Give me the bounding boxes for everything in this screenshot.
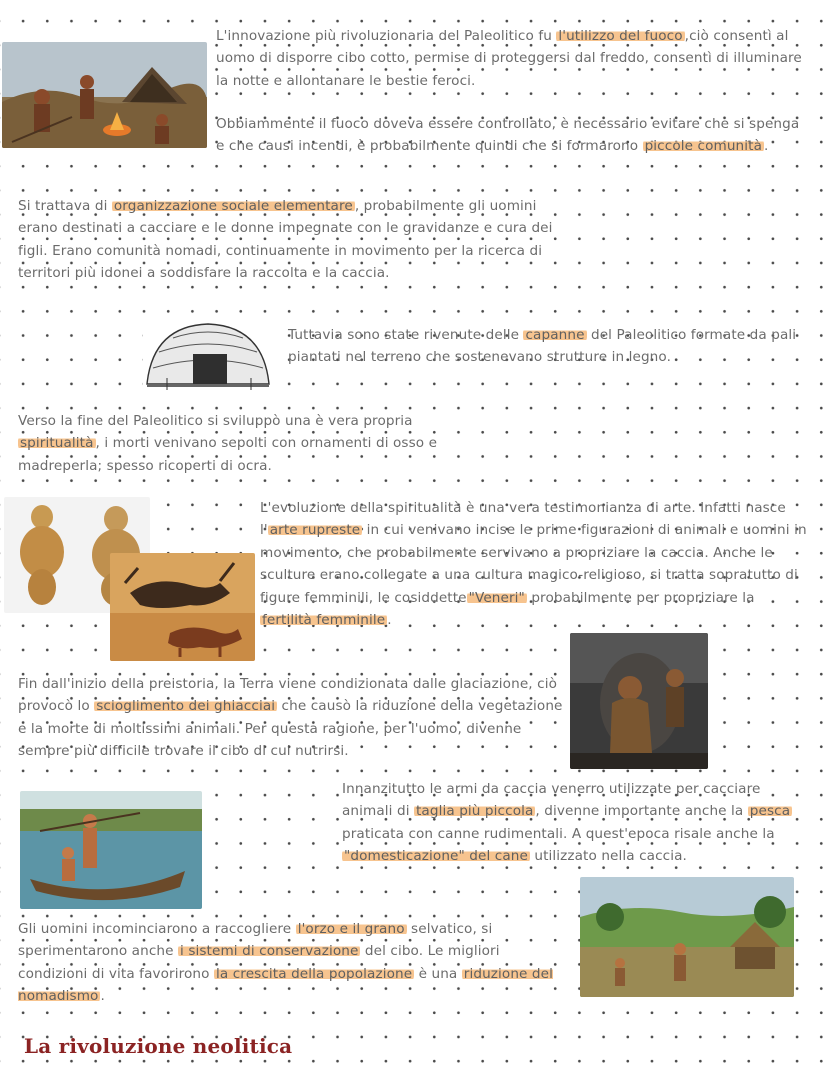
text: probabilmente per propriziare la	[526, 589, 755, 606]
section-title: La rivoluzione neolitica	[24, 1034, 293, 1058]
text: Si trattava di	[18, 198, 112, 214]
text: Innanzitutto le armi da caccia venerro utilizzate per cacciare animali di	[342, 781, 761, 820]
text: Gli uomini incominciarono a raccogliere	[18, 921, 296, 937]
text: L'evoluzione della spiritualità è una vera testimonianza di arte. Infatti nasce l'	[260, 500, 786, 539]
highlight-veneri: "Veneri"	[468, 589, 525, 606]
text: in cui venivano incise le prime figurazioni di animali e uomini in movimento, che probabilmente servivano a propriziare la caccia. Anche le sculture erano collegate a una cultura magico-religioso, si tratta sopratutto di figure femminili, le cosiddette	[260, 522, 807, 606]
paragraph-social-organization	[18, 195, 578, 285]
text: del Paleolitico formate da pali piantati nel terreno che sostenevano strutture in legno.	[288, 327, 797, 366]
paragraph-spirituality	[18, 410, 448, 477]
highlight-dog-domestication: "domesticazione" del cane	[344, 848, 528, 865]
highlight-conservation: i sistemi di conservazione	[180, 943, 359, 960]
highlight-spirituality: spiritualità	[20, 435, 94, 452]
fishing-boat-illustration	[20, 791, 202, 909]
highlight-barley-wheat: l'orzo e il grano	[297, 921, 405, 937]
highlight-nomadism: riduzione del nomadismo	[18, 965, 553, 1005]
text: , probabilmente gli uomini erano destinati a cacciare e le donne impegnate con le gravidanze e cura dei figli. Erano comunità nomadi, continuamente in movimento per la ricerca di territori più idonei a soddisfare la raccolta e la caccia.	[18, 198, 553, 282]
neolithic-village-illustration	[580, 877, 794, 997]
text: .	[764, 138, 769, 155]
highlight-organization: organizzazione sociale elementare	[113, 198, 353, 214]
highlight-community: piccole comunità	[644, 138, 762, 155]
text: che causò la riduzione della vegetazione e la morte di moltissimi animali. Per questa ragione, per l'uomo, divenne sempre più difficile trovare il cibo di cui nutrirsi.	[18, 698, 563, 760]
paragraph-huts	[288, 324, 813, 369]
cavemen-fire-illustration	[2, 42, 207, 148]
text: è una	[414, 965, 462, 982]
text: Verso la fine del Paleolitico si sviluppò una è vera propria	[18, 413, 413, 429]
paragraph-fishing	[342, 778, 812, 868]
highlight-huts: capanne	[525, 327, 585, 343]
text: Fin dall'inizio della preistoria, la Terra viene condizionata dalle glaciazione, ciò provocò lo	[18, 676, 557, 715]
paragraph-community	[216, 113, 806, 158]
highlight-fishing: pesca	[749, 803, 791, 820]
highlight-glaciers: scioglimento dei ghiacciai	[96, 698, 276, 715]
paragraph-fire	[216, 25, 806, 92]
highlight-rock-art: arte rupreste	[269, 522, 361, 539]
text: Obbiammente il fuoco doveva essere controllato, è necessario evitare che si spenga e che causi incendi, è probabilmente quindi che si formarono	[216, 116, 800, 155]
text: , i morti venivano sepolti con ornamenti di osso e madreperla; spesso ricoperti di ocra.	[18, 435, 438, 474]
text: del cibo. Le migliori condizioni di vita favorirono	[18, 943, 500, 982]
text: Tuttavia sono state rivenute delle	[288, 327, 524, 343]
text: selvatico, si sperimentarono anche	[18, 921, 493, 960]
text: .	[100, 988, 105, 1005]
hut-sketch-illustration	[143, 318, 273, 396]
paragraph-glaciations	[18, 673, 563, 763]
highlight-fertility: fertilità femminile	[262, 612, 386, 629]
highlight-fire: l'utilizzo del fuoco	[558, 28, 683, 44]
paragraph-agriculture	[18, 918, 553, 1008]
text: praticata con canne rudimentali. A quest'epoca risale anche la	[342, 825, 775, 842]
text: .	[387, 612, 392, 629]
cave-people-image	[570, 633, 708, 769]
highlight-population-growth: la crescita della popolazione	[216, 965, 413, 982]
text: utilizzato nella caccia.	[529, 848, 687, 865]
text: ,ciò consentì al uomo di disporre cibo cotto, permise di proteggersi dal freddo, consentì di illuminare la notte e allontanare le bestie feroci.	[216, 28, 802, 89]
cave-painting-image	[110, 553, 255, 661]
paragraph-rock-art	[260, 497, 810, 631]
highlight-small-game: taglia più piccola	[416, 803, 534, 820]
text: , divenne importante anche la	[535, 803, 748, 820]
text: L'innovazione più rivoluzionaria del Paleolitico fu	[216, 28, 557, 44]
